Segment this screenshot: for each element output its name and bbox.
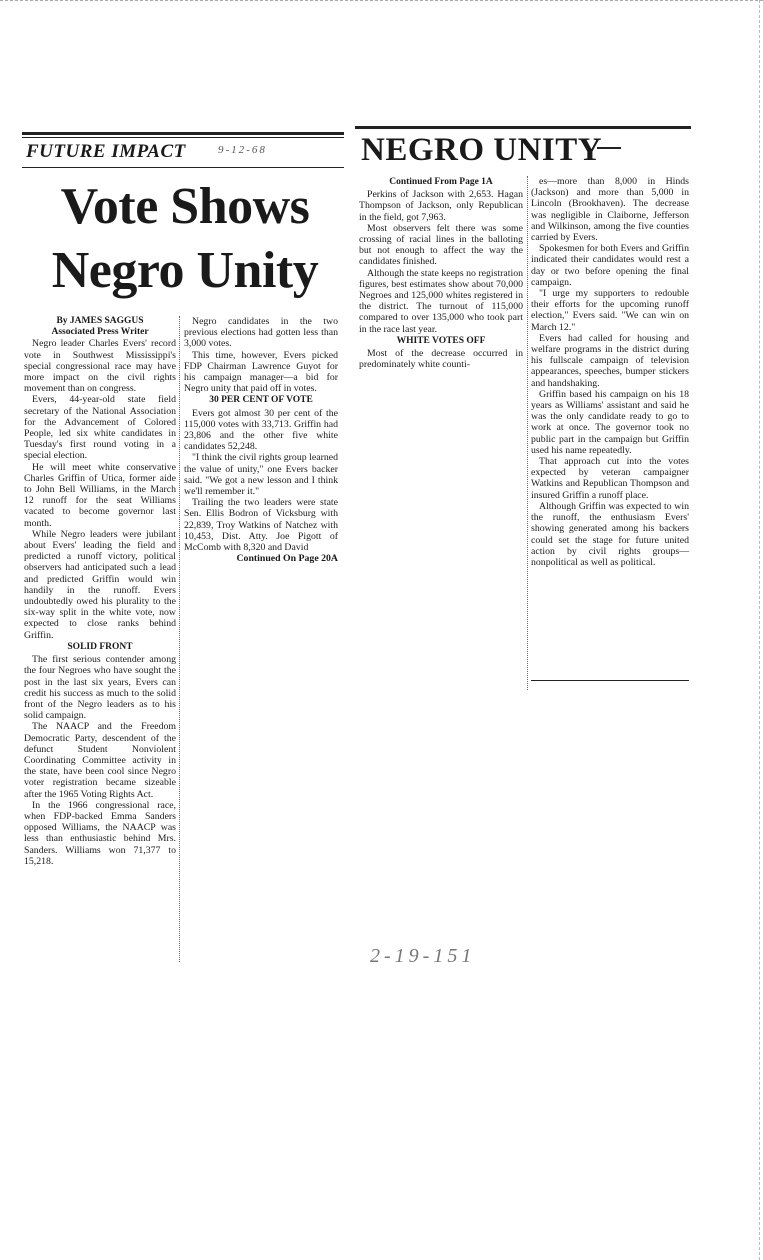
paragraph: Evers, 44-year-old state field secretary of the National Association for the Advancement of Colored People, led six white candidates in Tuesday's first round voting in a special election. — [24, 394, 176, 462]
paragraph: The NAACP and the Freedom Democratic Party, descendent of the defunct Student Nonviolent Coordinating Committee activity in the state, have been cool since Negro voter registration became sizeable after the 1965 Voting Rights Act. — [24, 721, 176, 800]
kicker: FUTURE IMPACT — [26, 141, 186, 162]
paragraph: He will meet white conservative Charles Griffin of Utica, former aide to John Bell Williams, in the March 12 runoff for the seat Williams vacated to become governor last month. — [24, 461, 176, 529]
paragraph: Evers got almost 30 per cent of the 115,000 votes with 33,713. Griffin had 23,806 and the other five white candidates 52,248. — [184, 407, 338, 453]
paragraph: Negro candidates in the two previous elections had gotten less than 3,000 votes. — [184, 316, 338, 350]
headline-line-2: Negro Unity — [51, 242, 319, 299]
paragraph: es—more than 8,000 in Hinds (Jackson) and more than 5,000 in Lincoln (Brookhaven). The decrease was negligible in Claiborne, Jefferson and Wilkinson, among the five counties carried by Evers. — [531, 176, 689, 244]
right-column-divider — [527, 176, 528, 690]
right-column-2 — [531, 176, 689, 568]
byline: By JAMES SAGGUS — [56, 316, 144, 326]
headline-dash — [597, 147, 621, 149]
left-column-2 — [184, 316, 338, 564]
paragraph: "I think the civil rights group learned the value of unity," one Evers backer said. "We got a new lesson and I think we'll remember it." — [184, 452, 338, 498]
paragraph: Although Griffin was expected to win the runoff, the enthusiasm Evers' showing generated among his backers could set the stage for future united action by civil rights groups—nonpolitical as well as political. — [531, 500, 689, 568]
paragraph: That approach cut into the votes expected by veteran campaigner Watkins and Republican Thompson and insured Griffin a runoff place. — [531, 456, 689, 501]
paragraph: Most observers felt there was some crossing of racial lines in the balloting but not enough to affect the way the candidates finished. — [359, 222, 523, 268]
paragraph: Griffin based his campaign on his 18 years as Williams' assistant and said he was the only candidate ready to go to work at once. The governor took no public part in the campaign but Griffin used his name repeatedly. — [531, 388, 689, 456]
paragraph: While Negro leaders were jubilant about Evers' leading the field and predicted a runoff victory, political observers had anticipated such a lead and predicted Griffin would win handily in the runoff. Evers undoubtedly owed his plurality to the six-way split in the white vote, now expected to close ranks behind Griffin. — [24, 528, 176, 641]
kicker-rule — [22, 167, 344, 168]
page-right-edge — [759, 0, 760, 1260]
paragraph: Although the state keeps no registration figures, best estimates show about 70,000 Negroes and 125,000 whites registered in the district. The turnout of 115,000 compared to over 135,000 who took part in the race last year. — [359, 267, 523, 335]
headline-line-1: Vote Shows — [60, 178, 310, 235]
paragraph: Trailing the two leaders were state Sen. Ellis Bodron of Vicksburg with 22,839, Troy Watkins of Natchez with 10,453, Dist. Atty. Joe Pigott of McComb with 8,320 and David — [184, 497, 338, 554]
byline-title: Associated Press Writer — [51, 327, 149, 338]
subhead-percent: 30 PER CENT OF VOTE — [209, 395, 313, 406]
paragraph: "I urge my supporters to redouble their efforts for the upcoming runoff election," Evers said. "We can win on March 12." — [531, 288, 689, 333]
page-top-edge — [0, 0, 763, 1]
subhead-white-votes: WHITE VOTES OFF — [396, 335, 486, 346]
paragraph: Perkins of Jackson with 2,653. Hagan Thompson of Jackson, only Republican in the field, got 7,963. — [359, 189, 523, 223]
paragraph: In the 1966 congressional race, when FDP-backed Emma Sanders opposed Williams, the NAACP was less than enthusiastic behind Mrs. Sanders. Williams won 71,377 to 15,218. — [24, 799, 176, 867]
paragraph: Evers had called for housing and welfare programs in the district during his fullscale campaign of television appearances, speeches, bumper stickers and handshaking. — [531, 332, 689, 389]
date-note: 9-12-68 — [218, 144, 267, 156]
paragraph: Most of the decrease occurred in predominately white counti- — [359, 348, 523, 371]
paragraph: This time, however, Evers picked FDP Chairman Lawrence Guyot for his campaign manager—a bid for Negro unity that paid off in votes. — [184, 349, 338, 395]
right-column-1 — [359, 176, 523, 370]
right-top-rule — [355, 126, 691, 129]
top-rule — [22, 132, 344, 135]
right-headline: NEGRO UNITY — [361, 132, 603, 168]
continued-from: Continued From Page 1A — [389, 177, 493, 187]
continued-on: Continued On Page 20A — [236, 553, 338, 565]
top-rule-thin — [22, 137, 344, 138]
left-clipping — [18, 130, 348, 970]
archive-mark: 2-19-151 — [370, 945, 476, 967]
right-clipping — [355, 124, 695, 694]
left-column-1 — [24, 316, 176, 867]
paragraph: The first serious contender among the four Negroes who have sought the post in the last six years, Evers can credit his success as much to the solid front of the Negro leaders as to his solid campaign. — [24, 654, 176, 722]
right-bottom-rule — [531, 680, 689, 681]
paragraph: Negro leader Charles Evers' record vote in Southwest Mississippi's special congressional race may have more impact on the civil rights movement than on congress. — [24, 338, 176, 395]
column-divider — [179, 316, 180, 962]
paragraph: Spokesmen for both Evers and Griffin indicated their candidates would rest a day or two before opening the final campaign. — [531, 243, 689, 288]
subhead-solid-front: SOLID FRONT — [67, 641, 133, 652]
